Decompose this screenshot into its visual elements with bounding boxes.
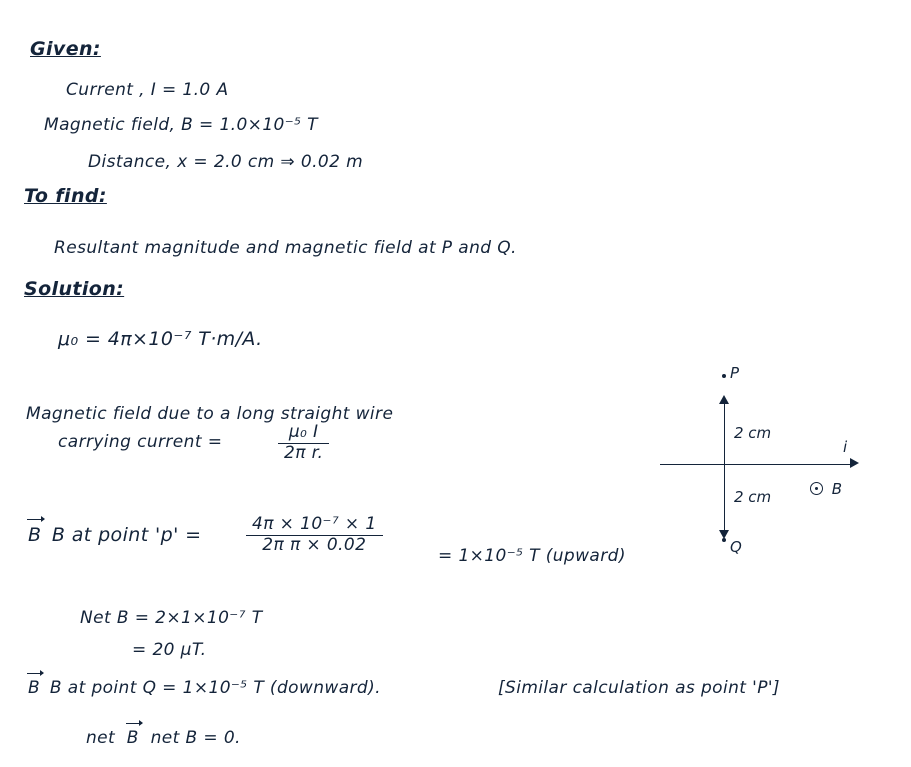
b-at-p-numerator: 4π × 10⁻⁷ × 1	[252, 514, 377, 534]
net-b-line-2: = 20 μT.	[132, 640, 207, 660]
net-label: net	[86, 728, 121, 748]
diagram-up-arrowhead	[719, 395, 729, 404]
b-at-p-result: = 1×10⁻⁵ T (upward)	[438, 546, 626, 566]
b-vector-symbol-q: B	[28, 678, 41, 698]
b-at-q-label-text: B at point Q = 1×10⁻⁵ T (downward).	[49, 678, 381, 698]
b-at-p-label	[28, 524, 201, 546]
b-vector-symbol-p: B	[28, 524, 42, 546]
up-distance-label: 2 cm	[734, 424, 772, 442]
circle-dot-icon	[810, 482, 823, 495]
given-line-current	[66, 80, 228, 100]
point-q-label: Q	[730, 538, 742, 556]
diagram-down-distance-line	[724, 465, 725, 533]
diagram-up-distance-line	[724, 402, 725, 466]
mu-zero-line: μ₀ = 4π×10⁻⁷ T·m/A.	[58, 328, 263, 350]
b-at-q-note: [Similar calculation as point 'P']	[498, 678, 780, 698]
net-b-line-1: Net B = 2×1×10⁻⁷ T	[80, 608, 263, 628]
b-vector-symbol-net: B	[126, 728, 139, 748]
given-line-current-text: Current , I = 1.0 A	[66, 80, 229, 100]
point-p-label: P	[730, 364, 740, 382]
given-line-distance	[88, 152, 363, 172]
field-explanation-line-1: Magnetic field due to a long straight wire	[26, 404, 394, 424]
point-p-dot-icon	[722, 374, 726, 378]
diagram-field-label: B	[831, 480, 843, 498]
current-direction-label: i	[843, 438, 848, 456]
to-find-heading: To find:	[24, 185, 107, 207]
diagram-wire-axis	[660, 464, 855, 465]
given-line-field-text: Magnetic field, B = 1.0×10⁻⁵ T	[44, 115, 318, 135]
field-explanation-line-2	[58, 432, 222, 452]
solution-heading: Solution:	[24, 278, 125, 300]
net-b-zero-line	[86, 728, 241, 748]
given-line-field	[44, 115, 318, 135]
point-q-dot-icon	[722, 538, 726, 542]
b-at-p-label-text: B at point 'p' =	[51, 524, 202, 546]
field-formula-fraction	[278, 424, 329, 464]
b-at-p-fraction	[246, 516, 383, 556]
given-line-distance-text: Distance, x = 2.0 cm ⇒ 0.02 m	[88, 152, 364, 172]
field-formula-denominator: 2π r.	[278, 443, 329, 464]
field-explanation-line-2-text: carrying current =	[58, 432, 223, 452]
b-at-p-denominator: 2π π × 0.02	[246, 535, 383, 556]
given-heading: Given:	[30, 38, 101, 60]
diagram-current-arrowhead	[850, 458, 859, 468]
net-b-zero-text: net B = 0.	[150, 728, 241, 748]
field-diagram	[660, 362, 900, 582]
b-at-q-line	[28, 678, 381, 698]
field-formula-numerator: μ₀ I	[288, 422, 319, 442]
out-of-page-field-symbol	[810, 480, 842, 498]
to-find-text: Resultant magnitude and magnetic field at P and Q.	[54, 238, 517, 258]
down-distance-label: 2 cm	[734, 488, 772, 506]
